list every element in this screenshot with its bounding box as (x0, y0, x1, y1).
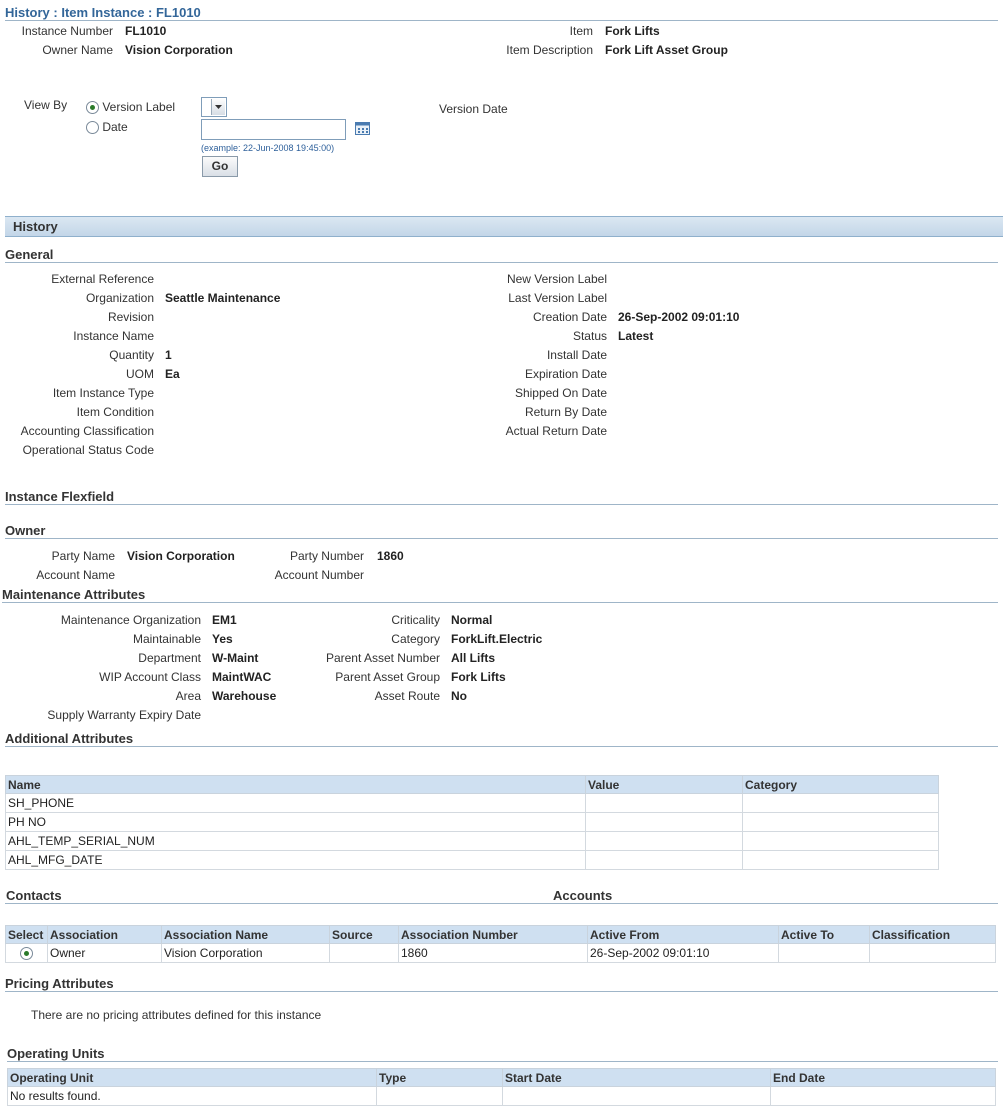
item-description-value: Fork Lift Asset Group (605, 43, 728, 57)
item-condition-label: Item Condition (76, 405, 154, 419)
wip-account-class-value: MaintWAC (212, 670, 272, 684)
accounts-table (5, 925, 996, 963)
history-header-bar (5, 216, 1003, 237)
date-input[interactable] (201, 119, 346, 140)
table-row (6, 944, 996, 963)
empty-cell (377, 1087, 503, 1106)
asset-route-label: Asset Route (374, 689, 440, 703)
date-option: Date (102, 120, 128, 134)
shipped-on-date-label: Shipped On Date (514, 386, 607, 400)
version-label-option: Version Label (102, 100, 176, 114)
department-value: W-Maint (212, 651, 259, 665)
parent-asset-number-value: All Lifts (451, 651, 495, 665)
column-header-category[interactable]: Category (743, 776, 939, 794)
install-date-label: Install Date (546, 348, 607, 362)
owner-name-value: Vision Corporation (125, 43, 233, 57)
owner-section-title: Owner (5, 523, 46, 538)
version-label-radio[interactable] (86, 100, 175, 114)
pricing-empty-message: There are no pricing attributes defined for this instance (31, 1008, 322, 1022)
column-header-start-date[interactable]: Start Date (503, 1069, 771, 1087)
maintenance-divider (2, 602, 998, 603)
value-cell (586, 794, 743, 813)
owner-divider (5, 538, 998, 539)
general-divider (5, 262, 998, 263)
item-value: Fork Lifts (605, 24, 660, 38)
category-cell (743, 832, 939, 851)
column-header-name[interactable]: Name (6, 776, 586, 794)
organization-label: Organization (85, 291, 154, 305)
asset-route-value: No (451, 689, 467, 703)
table-row (6, 832, 939, 851)
party-number-value: 1860 (377, 549, 404, 563)
additional-attributes-title: Additional Attributes (5, 731, 134, 746)
external-reference-label: External Reference (51, 272, 154, 286)
column-header-active-from[interactable]: Active From (588, 926, 779, 944)
department-label: Department (138, 651, 201, 665)
quantity-value: 1 (165, 348, 172, 362)
parent-asset-group-value: Fork Lifts (451, 670, 506, 684)
column-header-type[interactable]: Type (377, 1069, 503, 1087)
radio-selected-icon (86, 101, 99, 114)
column-header-active-to[interactable]: Active To (779, 926, 870, 944)
value-cell (586, 813, 743, 832)
maintenance-organization-label: Maintenance Organization (60, 613, 201, 627)
status-label: Status (572, 329, 607, 343)
general-section-title: General (5, 247, 54, 262)
column-header-association-name[interactable]: Association Name (162, 926, 330, 944)
actual-return-date-label: Actual Return Date (505, 424, 607, 438)
creation-date-label: Creation Date (532, 310, 607, 324)
parent-asset-number-label: Parent Asset Number (325, 651, 440, 665)
radio-selected-icon (20, 947, 33, 960)
operating-units-divider (7, 1061, 998, 1062)
table-row (6, 851, 939, 870)
page-title: History : Item Instance : FL1010 (5, 5, 201, 20)
accounts-divider (5, 903, 998, 904)
column-header-source[interactable]: Source (330, 926, 399, 944)
operational-status-code-label: Operational Status Code (22, 443, 154, 457)
maintenance-organization-value: EM1 (212, 613, 237, 627)
radio-unselected-icon (86, 121, 99, 134)
pricing-divider (5, 991, 998, 992)
instance-name-label: Instance Name (73, 329, 154, 343)
title-divider (5, 20, 998, 21)
supply-warranty-expiry-date-label: Supply Warranty Expiry Date (47, 708, 201, 722)
criticality-label: Criticality (391, 613, 440, 627)
version-label-select[interactable] (201, 97, 227, 117)
expiration-date-label: Expiration Date (524, 367, 607, 381)
contacts-section-title: Contacts (6, 888, 62, 903)
wip-account-class-label: WIP Account Class (99, 670, 201, 684)
column-header-end-date[interactable]: End Date (771, 1069, 996, 1087)
operating-units-table (7, 1068, 996, 1106)
category-value: ForkLift.Electric (451, 632, 543, 646)
additional-divider (5, 746, 998, 747)
account-number-label: Account Number (274, 568, 364, 582)
status-value: Latest (618, 329, 654, 343)
column-header-classification[interactable]: Classification (870, 926, 996, 944)
history-header-title: History (13, 219, 58, 234)
organization-value: Seattle Maintenance (165, 291, 281, 305)
value-cell (586, 832, 743, 851)
revision-label: Revision (107, 310, 154, 324)
name-cell: PH NO (6, 813, 586, 832)
table-row (6, 794, 939, 813)
return-by-date-label: Return By Date (524, 405, 607, 419)
item-label: Item (569, 24, 593, 38)
instance-number-label: Instance Number (21, 24, 113, 38)
uom-label: UOM (126, 367, 154, 381)
creation-date-value: 26-Sep-2002 09:01:10 (618, 310, 740, 324)
go-button[interactable]: Go (202, 156, 238, 177)
category-cell (743, 851, 939, 870)
chevron-down-icon[interactable] (211, 99, 225, 115)
date-example-hint: (example: 22-Jun-2008 19:45:00) (201, 143, 335, 153)
active-to-cell (779, 944, 870, 963)
criticality-value: Normal (451, 613, 493, 627)
maintainable-label: Maintainable (132, 632, 201, 646)
association-cell: Owner (48, 944, 162, 963)
account-name-label: Account Name (36, 568, 115, 582)
association-name-cell: Vision Corporation (162, 944, 330, 963)
instance-flexfield-title: Instance Flexfield (5, 489, 115, 504)
empty-cell (771, 1087, 996, 1106)
item-description-label: Item Description (506, 43, 593, 57)
calendar-icon[interactable] (355, 122, 371, 139)
area-value: Warehouse (212, 689, 277, 703)
new-version-label-label: New Version Label (506, 272, 607, 286)
source-cell (330, 944, 399, 963)
column-header-association[interactable]: Association (48, 926, 162, 944)
pricing-section-title: Pricing Attributes (5, 976, 114, 991)
table-row (8, 1087, 996, 1106)
version-date-label: Version Date (439, 102, 508, 116)
item-instance-type-label: Item Instance Type (52, 386, 154, 400)
last-version-label-label: Last Version Label (508, 291, 607, 305)
accounting-classification-label: Accounting Classification (20, 424, 154, 438)
flexfield-divider (5, 504, 998, 505)
active-from-cell: 26-Sep-2002 09:01:10 (588, 944, 779, 963)
parent-asset-group-label: Parent Asset Group (335, 670, 440, 684)
party-number-label: Party Number (289, 549, 364, 563)
area-label: Area (175, 689, 201, 703)
category-cell (743, 813, 939, 832)
party-name-value: Vision Corporation (127, 549, 235, 563)
column-header-operating-unit[interactable]: Operating Unit (8, 1069, 377, 1087)
column-header-value[interactable]: Value (586, 776, 743, 794)
association-number-cell: 1860 (399, 944, 588, 963)
view-by-label: View By (24, 98, 68, 112)
owner-name-label: Owner Name (42, 43, 113, 57)
quantity-label: Quantity (109, 348, 154, 362)
name-cell: SH_PHONE (6, 794, 586, 813)
maintainable-value: Yes (212, 632, 233, 646)
category-label: Category (391, 632, 440, 646)
date-radio[interactable] (86, 120, 128, 134)
instance-number-value: FL1010 (125, 24, 167, 38)
empty-cell (503, 1087, 771, 1106)
no-results-message: No results found. (8, 1087, 377, 1106)
party-name-label: Party Name (51, 549, 115, 563)
name-cell: AHL_MFG_DATE (6, 851, 586, 870)
accounts-section-title: Accounts (553, 888, 613, 903)
uom-value: Ea (165, 367, 180, 381)
table-row (6, 813, 939, 832)
column-header-association-number[interactable]: Association Number (399, 926, 588, 944)
category-cell (743, 794, 939, 813)
row-select-radio[interactable] (6, 944, 48, 963)
additional-attributes-table (5, 775, 939, 870)
name-cell: AHL_TEMP_SERIAL_NUM (6, 832, 586, 851)
maintenance-section-title: Maintenance Attributes (2, 587, 146, 602)
classification-cell (870, 944, 996, 963)
operating-units-title: Operating Units (7, 1046, 105, 1061)
column-header-select: Select (6, 926, 48, 944)
value-cell (586, 851, 743, 870)
